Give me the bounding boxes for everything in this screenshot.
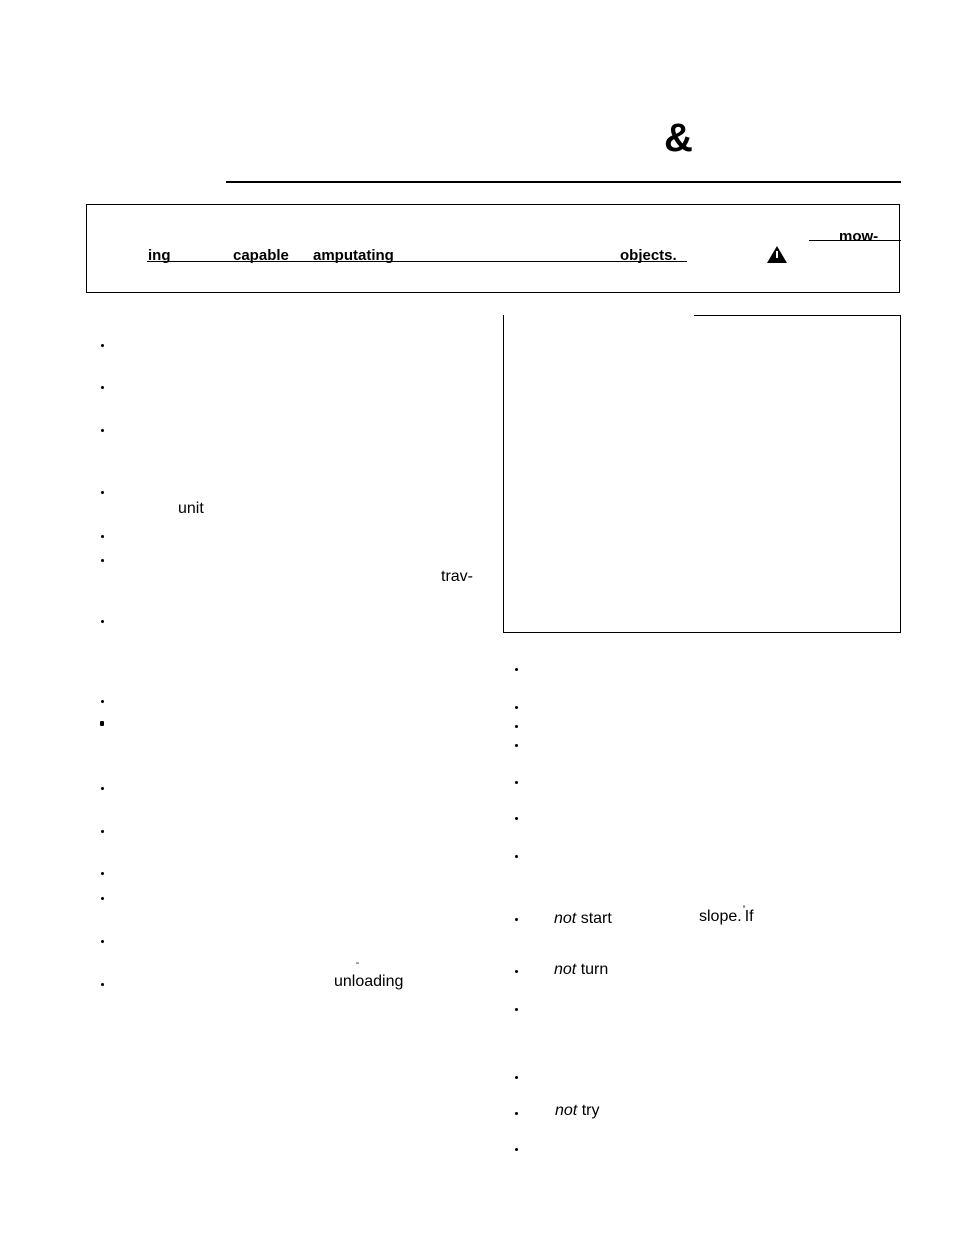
list-bullet bbox=[101, 429, 104, 432]
warning-word-capable: capable bbox=[233, 247, 289, 264]
right-text-not-turn: not turn bbox=[554, 961, 609, 978]
warning-word-objects: objects. bbox=[620, 247, 677, 264]
warning-word-ing: ing bbox=[148, 247, 171, 264]
right-info-box-top-rule bbox=[694, 315, 901, 316]
warning-word-amputating: amputating bbox=[313, 247, 394, 264]
list-bullet bbox=[515, 725, 518, 728]
list-bullet bbox=[515, 744, 518, 747]
left-text-unloading: unloading bbox=[334, 973, 404, 990]
warning-underline bbox=[147, 261, 687, 262]
list-bullet bbox=[515, 668, 518, 671]
list-bullet bbox=[101, 787, 104, 790]
left-text-unit: unit bbox=[178, 500, 204, 517]
list-bullet bbox=[101, 491, 104, 494]
warning-word-mow: mow- bbox=[839, 228, 879, 245]
stray-mark: ˜ bbox=[356, 961, 359, 971]
right-text-not-start: not start bbox=[554, 910, 612, 927]
list-bullet bbox=[101, 700, 104, 703]
list-bullet bbox=[100, 721, 104, 726]
list-bullet bbox=[101, 830, 104, 833]
list-bullet bbox=[515, 970, 518, 973]
list-bullet bbox=[515, 1008, 518, 1011]
list-bullet bbox=[101, 872, 104, 875]
list-bullet bbox=[101, 897, 104, 900]
list-bullet bbox=[515, 855, 518, 858]
right-text-not-try: not try bbox=[555, 1102, 600, 1119]
warning-box bbox=[86, 204, 900, 293]
list-bullet bbox=[101, 344, 104, 347]
list-bullet bbox=[101, 620, 104, 623]
list-bullet bbox=[101, 983, 104, 986]
right-info-box bbox=[503, 315, 901, 633]
list-bullet bbox=[515, 817, 518, 820]
list-bullet bbox=[101, 559, 104, 562]
title-rule bbox=[226, 181, 901, 183]
title-ampersand: & bbox=[664, 116, 693, 160]
list-bullet bbox=[515, 918, 518, 921]
list-bullet bbox=[515, 781, 518, 784]
list-bullet bbox=[515, 1076, 518, 1079]
list-bullet bbox=[101, 386, 104, 389]
list-bullet bbox=[101, 940, 104, 943]
list-bullet bbox=[101, 535, 104, 538]
list-bullet bbox=[515, 1148, 518, 1151]
right-text-slope: slope.˚If bbox=[699, 905, 754, 925]
list-bullet bbox=[515, 706, 518, 709]
left-text-trav: trav- bbox=[441, 568, 473, 585]
warning-triangle-icon bbox=[767, 246, 787, 263]
list-bullet bbox=[515, 1112, 518, 1115]
